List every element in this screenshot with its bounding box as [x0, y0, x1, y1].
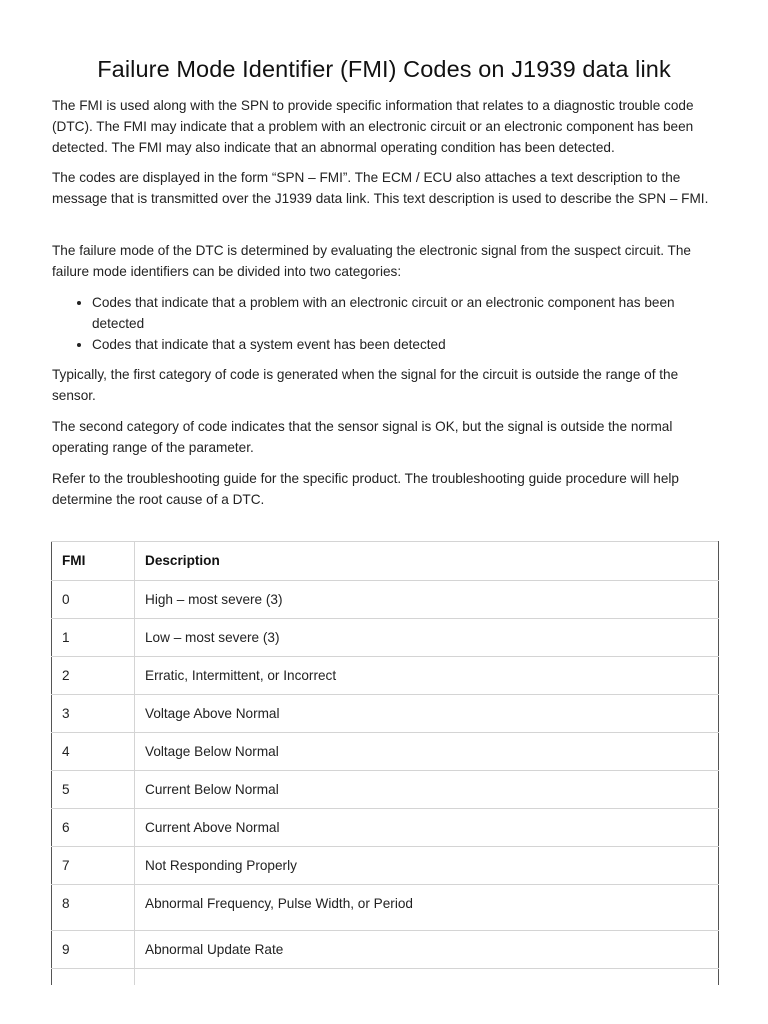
table-row	[52, 657, 719, 695]
page-title: Failure Mode Identifier (FMI) Codes on J1939 data link	[97, 56, 671, 82]
paragraph-second-category: The second category of code indicates that the sensor signal is OK, but the signal is outside the normal operating range of the parameter.	[52, 419, 673, 455]
list-item-text: Codes that indicate that a system event has been detected	[92, 337, 446, 352]
list-item	[92, 292, 722, 334]
table-row	[52, 931, 719, 969]
fmi-cell: 8	[52, 885, 135, 931]
fmi-cell: 7	[52, 847, 135, 885]
paragraph-troubleshooting: Refer to the troubleshooting guide for the specific product. The troubleshooting guide procedure will help determine the root cause of a DTC.	[52, 471, 679, 507]
description-cell: Not Responding Properly	[135, 847, 719, 885]
fmi-cell: 3	[52, 695, 135, 733]
table-row	[52, 619, 719, 657]
description-cell: Abnormal Frequency, Pulse Width, or Period	[135, 885, 719, 931]
table-row	[52, 809, 719, 847]
fmi-cell: 9	[52, 931, 135, 969]
description-cell: Voltage Above Normal	[135, 695, 719, 733]
fmi-cell	[52, 969, 135, 986]
table-row	[52, 771, 719, 809]
paragraph-first-category: Typically, the first category of code is generated when the signal for the circuit is outside the range of the sensor.	[52, 367, 679, 403]
table-row	[52, 885, 719, 931]
fmi-cell: 5	[52, 771, 135, 809]
description-cell: Current Below Normal	[135, 771, 719, 809]
description-cell: Erratic, Intermittent, or Incorrect	[135, 657, 719, 695]
bullet-icon	[77, 301, 81, 305]
category-list	[52, 292, 722, 355]
description-cell: Voltage Below Normal	[135, 733, 719, 771]
description-cell: Current Above Normal	[135, 809, 719, 847]
paragraph-code-format: The codes are displayed in the form “SPN – FMI”. The ECM / ECU also attaches a text description to the message that is transmitted over the J1939 data link. This text description is used to describe the SPN – FMI.	[52, 170, 709, 206]
column-header-fmi: FMI	[52, 542, 135, 581]
column-header-description: Description	[135, 542, 719, 581]
table-row	[52, 733, 719, 771]
table-row	[52, 695, 719, 733]
fmi-cell: 6	[52, 809, 135, 847]
table-row	[52, 847, 719, 885]
table-row-partial	[52, 969, 719, 986]
fmi-cell: 2	[52, 657, 135, 695]
fmi-table	[51, 541, 719, 985]
list-item	[92, 334, 722, 355]
paragraph-fmi-intro: The FMI is used along with the SPN to provide specific information that relates to a diagnostic trouble code (DTC). The FMI may indicate that a problem with an electronic circuit or an electronic component has been detected. The FMI may also indicate that an abnormal operating condition has been detected.	[52, 98, 694, 155]
description-cell: High – most severe (3)	[135, 581, 719, 619]
list-item-text: Codes that indicate that a problem with an electronic circuit or an electronic component has been detected	[92, 295, 675, 331]
description-cell: Low – most severe (3)	[135, 619, 719, 657]
fmi-cell: 4	[52, 733, 135, 771]
description-cell: Abnormal Update Rate	[135, 931, 719, 969]
description-cell	[135, 969, 719, 986]
bullet-icon	[77, 343, 81, 347]
fmi-cell: 1	[52, 619, 135, 657]
table-row	[52, 581, 719, 619]
fmi-cell: 0	[52, 581, 135, 619]
table-header-row	[52, 542, 719, 581]
paragraph-failure-mode: The failure mode of the DTC is determined by evaluating the electronic signal from the suspect circuit. The failure mode identifiers can be divided into two categories:	[52, 243, 691, 279]
